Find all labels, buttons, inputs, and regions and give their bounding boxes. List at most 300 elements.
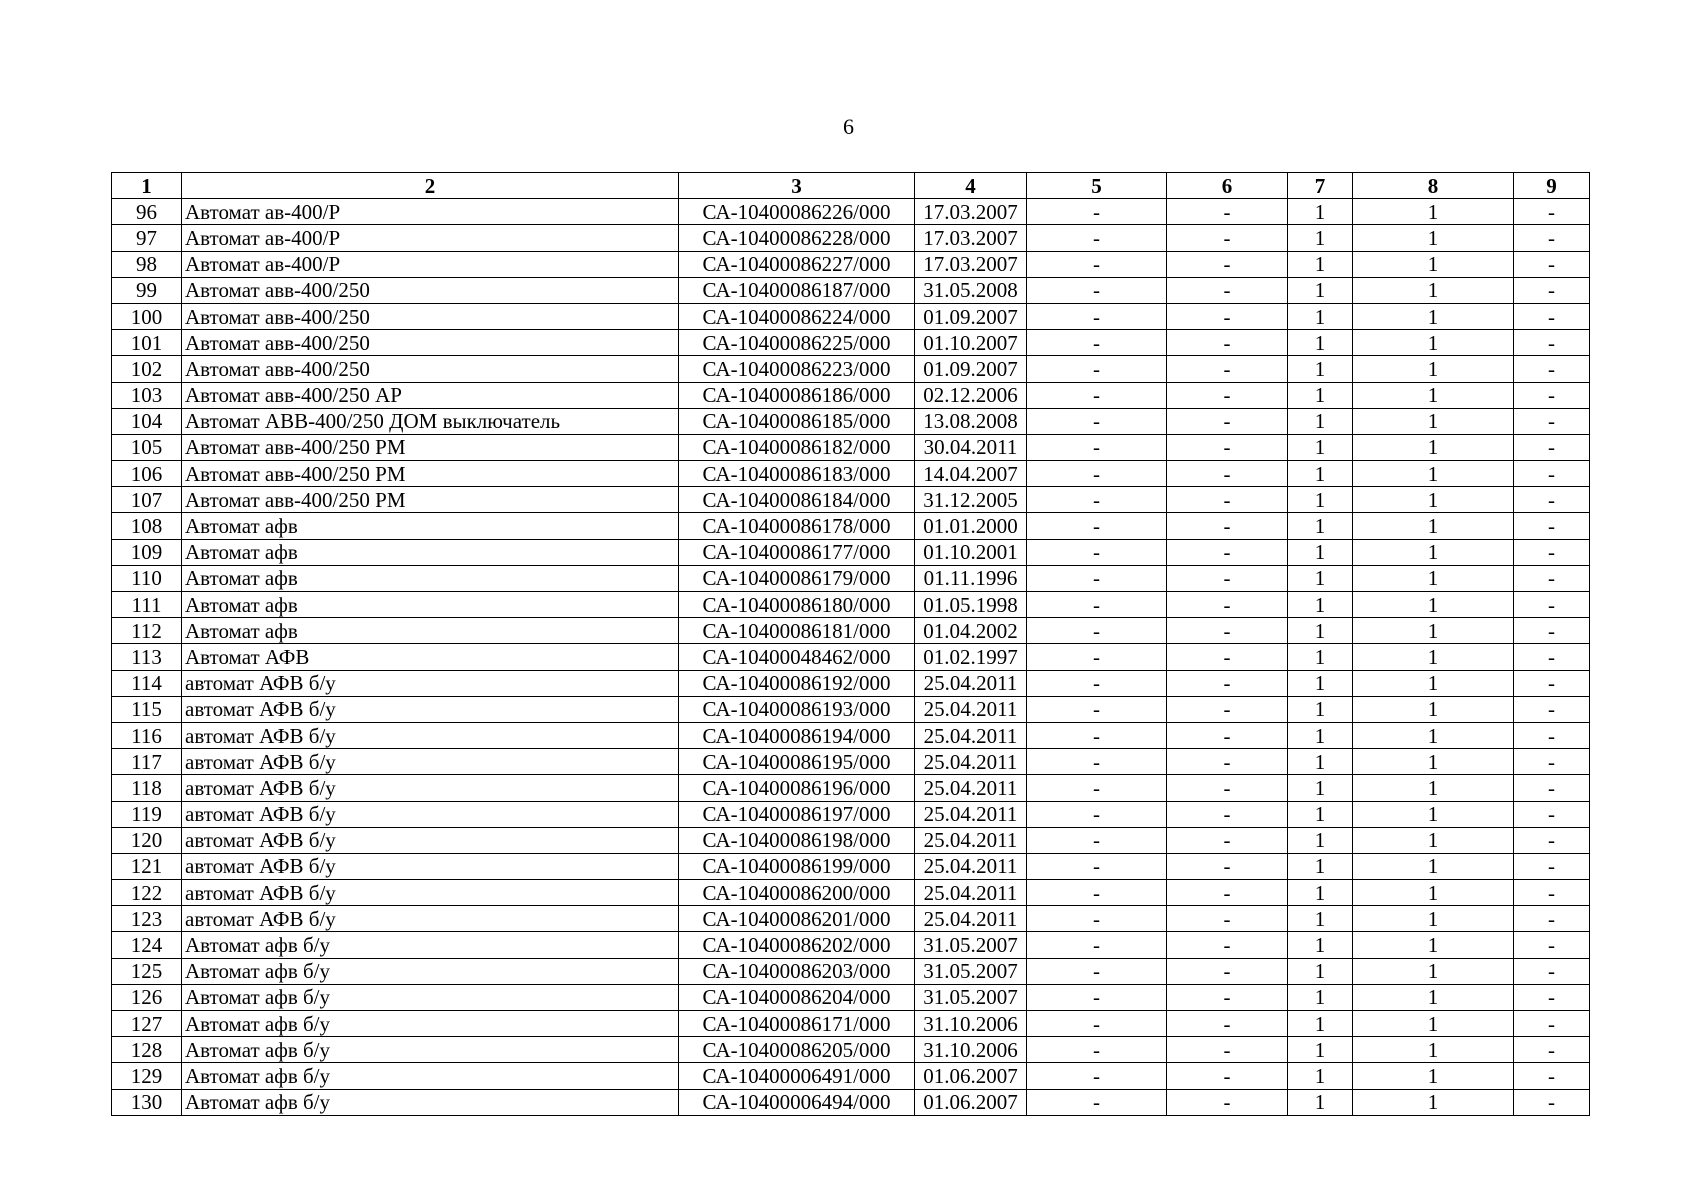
col5-cell: -: [1027, 1037, 1167, 1063]
inventory-table: [111, 172, 1590, 1116]
inventory-code-cell: СА-10400086199/000: [679, 853, 915, 879]
date-cell: 13.08.2008: [915, 408, 1027, 434]
col9-cell: -: [1514, 487, 1590, 513]
row-number-cell: 114: [112, 670, 182, 696]
col6-cell: -: [1167, 853, 1288, 879]
date-cell: 02.12.2006: [915, 382, 1027, 408]
col7-cell: 1: [1288, 1063, 1353, 1089]
col5-cell: -: [1027, 592, 1167, 618]
item-name-cell: Автомат АВВ-400/250 ДОМ выключатель: [182, 408, 679, 434]
inventory-code-cell: СА-10400086228/000: [679, 225, 915, 251]
table-row: [112, 644, 1590, 670]
table-row: [112, 1011, 1590, 1037]
date-cell: 30.04.2011: [915, 434, 1027, 460]
item-name-cell: Автомат афв б/у: [182, 1089, 679, 1115]
table-row: [112, 958, 1590, 984]
item-name-cell: Автомат афв б/у: [182, 1037, 679, 1063]
row-number-cell: 108: [112, 513, 182, 539]
col8-cell: 1: [1353, 958, 1514, 984]
table-row: [112, 853, 1590, 879]
col5-cell: -: [1027, 356, 1167, 382]
col9-cell: -: [1514, 434, 1590, 460]
row-number-cell: 98: [112, 251, 182, 277]
col8-cell: 1: [1353, 827, 1514, 853]
table-row: [112, 539, 1590, 565]
col7-cell: 1: [1288, 539, 1353, 565]
col8-cell: 1: [1353, 434, 1514, 460]
column-header: 8: [1353, 173, 1514, 199]
date-cell: 01.04.2002: [915, 618, 1027, 644]
table-row: [112, 434, 1590, 460]
inventory-code-cell: СА-10400086202/000: [679, 932, 915, 958]
col6-cell: -: [1167, 749, 1288, 775]
col5-cell: -: [1027, 434, 1167, 460]
row-number-cell: 129: [112, 1063, 182, 1089]
item-name-cell: автомат АФВ б/у: [182, 775, 679, 801]
date-cell: 01.09.2007: [915, 303, 1027, 329]
item-name-cell: Автомат ав-400/Р: [182, 251, 679, 277]
col9-cell: -: [1514, 644, 1590, 670]
col9-cell: -: [1514, 618, 1590, 644]
row-number-cell: 123: [112, 906, 182, 932]
col5-cell: -: [1027, 932, 1167, 958]
column-header: 9: [1514, 173, 1590, 199]
col7-cell: 1: [1288, 199, 1353, 225]
date-cell: 31.05.2007: [915, 984, 1027, 1010]
col7-cell: 1: [1288, 906, 1353, 932]
item-name-cell: автомат АФВ б/у: [182, 696, 679, 722]
row-number-cell: 110: [112, 565, 182, 591]
col8-cell: 1: [1353, 1037, 1514, 1063]
date-cell: 25.04.2011: [915, 801, 1027, 827]
inventory-code-cell: СА-10400086177/000: [679, 539, 915, 565]
col6-cell: -: [1167, 880, 1288, 906]
col7-cell: 1: [1288, 618, 1353, 644]
date-cell: 31.05.2007: [915, 958, 1027, 984]
col6-cell: -: [1167, 644, 1288, 670]
inventory-code-cell: СА-10400086226/000: [679, 199, 915, 225]
item-name-cell: Автомат афв: [182, 618, 679, 644]
column-header: 2: [182, 173, 679, 199]
inventory-code-cell: СА-10400086197/000: [679, 801, 915, 827]
row-number-cell: 109: [112, 539, 182, 565]
col6-cell: -: [1167, 827, 1288, 853]
col8-cell: 1: [1353, 1063, 1514, 1089]
col9-cell: -: [1514, 199, 1590, 225]
table-row: [112, 461, 1590, 487]
table-row: [112, 722, 1590, 748]
row-number-cell: 124: [112, 932, 182, 958]
table-row: [112, 513, 1590, 539]
date-cell: 25.04.2011: [915, 722, 1027, 748]
col5-cell: -: [1027, 199, 1167, 225]
col6-cell: -: [1167, 801, 1288, 827]
col9-cell: -: [1514, 408, 1590, 434]
row-number-cell: 117: [112, 749, 182, 775]
col5-cell: -: [1027, 644, 1167, 670]
col5-cell: -: [1027, 225, 1167, 251]
date-cell: 01.09.2007: [915, 356, 1027, 382]
date-cell: 01.10.2007: [915, 330, 1027, 356]
table-row: [112, 880, 1590, 906]
col7-cell: 1: [1288, 670, 1353, 696]
row-number-cell: 102: [112, 356, 182, 382]
row-number-cell: 115: [112, 696, 182, 722]
col7-cell: 1: [1288, 696, 1353, 722]
table-row: [112, 827, 1590, 853]
col7-cell: 1: [1288, 1089, 1353, 1115]
table-header-row: [112, 173, 1590, 199]
table-row: [112, 487, 1590, 513]
row-number-cell: 119: [112, 801, 182, 827]
inventory-code-cell: СА-10400086227/000: [679, 251, 915, 277]
inventory-code-cell: СА-10400086200/000: [679, 880, 915, 906]
col7-cell: 1: [1288, 592, 1353, 618]
col5-cell: -: [1027, 513, 1167, 539]
inventory-code-cell: СА-10400006494/000: [679, 1089, 915, 1115]
table-body: [112, 199, 1590, 1116]
col9-cell: -: [1514, 251, 1590, 277]
table-row: [112, 565, 1590, 591]
col7-cell: 1: [1288, 225, 1353, 251]
col5-cell: -: [1027, 827, 1167, 853]
row-number-cell: 106: [112, 461, 182, 487]
col8-cell: 1: [1353, 225, 1514, 251]
column-header: 5: [1027, 173, 1167, 199]
col8-cell: 1: [1353, 749, 1514, 775]
item-name-cell: Автомат афв б/у: [182, 1063, 679, 1089]
col7-cell: 1: [1288, 827, 1353, 853]
table-row: [112, 906, 1590, 932]
col8-cell: 1: [1353, 644, 1514, 670]
row-number-cell: 103: [112, 382, 182, 408]
inventory-code-cell: СА-10400086196/000: [679, 775, 915, 801]
col9-cell: -: [1514, 722, 1590, 748]
inventory-code-cell: СА-10400086224/000: [679, 303, 915, 329]
col8-cell: 1: [1353, 696, 1514, 722]
inventory-code-cell: СА-10400086182/000: [679, 434, 915, 460]
col5-cell: -: [1027, 461, 1167, 487]
col9-cell: -: [1514, 853, 1590, 879]
item-name-cell: автомат АФВ б/у: [182, 749, 679, 775]
row-number-cell: 113: [112, 644, 182, 670]
col8-cell: 1: [1353, 199, 1514, 225]
table-row: [112, 382, 1590, 408]
col6-cell: -: [1167, 1011, 1288, 1037]
table-row: [112, 199, 1590, 225]
col8-cell: 1: [1353, 356, 1514, 382]
col9-cell: -: [1514, 330, 1590, 356]
item-name-cell: Автомат авв-400/250: [182, 356, 679, 382]
table-row: [112, 225, 1590, 251]
col5-cell: -: [1027, 1063, 1167, 1089]
col6-cell: -: [1167, 775, 1288, 801]
col5-cell: -: [1027, 251, 1167, 277]
col9-cell: -: [1514, 225, 1590, 251]
column-header: 3: [679, 173, 915, 199]
col8-cell: 1: [1353, 487, 1514, 513]
inventory-code-cell: СА-10400086186/000: [679, 382, 915, 408]
col9-cell: -: [1514, 303, 1590, 329]
col6-cell: -: [1167, 251, 1288, 277]
row-number-cell: 112: [112, 618, 182, 644]
row-number-cell: 118: [112, 775, 182, 801]
col7-cell: 1: [1288, 801, 1353, 827]
date-cell: 31.10.2006: [915, 1011, 1027, 1037]
table-row: [112, 984, 1590, 1010]
col7-cell: 1: [1288, 853, 1353, 879]
col8-cell: 1: [1353, 801, 1514, 827]
date-cell: 14.04.2007: [915, 461, 1027, 487]
date-cell: 17.03.2007: [915, 225, 1027, 251]
date-cell: 31.10.2006: [915, 1037, 1027, 1063]
col7-cell: 1: [1288, 356, 1353, 382]
inventory-code-cell: СА-10400086223/000: [679, 356, 915, 382]
col6-cell: -: [1167, 696, 1288, 722]
table-row: [112, 356, 1590, 382]
date-cell: 01.06.2007: [915, 1063, 1027, 1089]
col5-cell: -: [1027, 722, 1167, 748]
col8-cell: 1: [1353, 880, 1514, 906]
col7-cell: 1: [1288, 408, 1353, 434]
col8-cell: 1: [1353, 277, 1514, 303]
row-number-cell: 125: [112, 958, 182, 984]
col6-cell: -: [1167, 1063, 1288, 1089]
item-name-cell: Автомат афв б/у: [182, 958, 679, 984]
col5-cell: -: [1027, 382, 1167, 408]
page-number: 6: [843, 114, 854, 139]
col6-cell: -: [1167, 592, 1288, 618]
col7-cell: 1: [1288, 1037, 1353, 1063]
item-name-cell: Автомат афв б/у: [182, 984, 679, 1010]
item-name-cell: автомат АФВ б/у: [182, 880, 679, 906]
col5-cell: -: [1027, 303, 1167, 329]
col6-cell: -: [1167, 670, 1288, 696]
col6-cell: -: [1167, 487, 1288, 513]
item-name-cell: Автомат АФВ: [182, 644, 679, 670]
col9-cell: -: [1514, 670, 1590, 696]
inventory-code-cell: СА-10400086183/000: [679, 461, 915, 487]
col8-cell: 1: [1353, 382, 1514, 408]
date-cell: 31.12.2005: [915, 487, 1027, 513]
col7-cell: 1: [1288, 984, 1353, 1010]
inventory-code-cell: СА-10400086187/000: [679, 277, 915, 303]
date-cell: 25.04.2011: [915, 696, 1027, 722]
inventory-code-cell: СА-10400086171/000: [679, 1011, 915, 1037]
col7-cell: 1: [1288, 565, 1353, 591]
col7-cell: 1: [1288, 382, 1353, 408]
inventory-code-cell: СА-10400086225/000: [679, 330, 915, 356]
inventory-code-cell: СА-10400086180/000: [679, 592, 915, 618]
date-cell: 01.10.2001: [915, 539, 1027, 565]
col9-cell: -: [1514, 932, 1590, 958]
date-cell: 01.11.1996: [915, 565, 1027, 591]
item-name-cell: автомат АФВ б/у: [182, 670, 679, 696]
item-name-cell: Автомат афв б/у: [182, 932, 679, 958]
row-number-cell: 127: [112, 1011, 182, 1037]
item-name-cell: Автомат авв-400/250 РМ: [182, 461, 679, 487]
col5-cell: -: [1027, 853, 1167, 879]
table-row: [112, 592, 1590, 618]
col8-cell: 1: [1353, 539, 1514, 565]
col7-cell: 1: [1288, 775, 1353, 801]
item-name-cell: Автомат авв-400/250: [182, 303, 679, 329]
item-name-cell: Автомат афв: [182, 539, 679, 565]
date-cell: 25.04.2011: [915, 880, 1027, 906]
col6-cell: -: [1167, 225, 1288, 251]
row-number-cell: 99: [112, 277, 182, 303]
inventory-code-cell: СА-10400086181/000: [679, 618, 915, 644]
item-name-cell: Автомат авв-400/250 РМ: [182, 487, 679, 513]
col7-cell: 1: [1288, 461, 1353, 487]
table-row: [112, 670, 1590, 696]
col6-cell: -: [1167, 565, 1288, 591]
row-number-cell: 97: [112, 225, 182, 251]
col6-cell: -: [1167, 382, 1288, 408]
inventory-code-cell: СА-10400086203/000: [679, 958, 915, 984]
inventory-code-cell: СА-10400086205/000: [679, 1037, 915, 1063]
date-cell: 25.04.2011: [915, 827, 1027, 853]
col5-cell: -: [1027, 487, 1167, 513]
col6-cell: -: [1167, 277, 1288, 303]
table-row: [112, 303, 1590, 329]
col8-cell: 1: [1353, 592, 1514, 618]
col9-cell: -: [1514, 382, 1590, 408]
date-cell: 01.02.1997: [915, 644, 1027, 670]
date-cell: 01.05.1998: [915, 592, 1027, 618]
item-name-cell: автомат АФВ б/у: [182, 722, 679, 748]
item-name-cell: автомат АФВ б/у: [182, 827, 679, 853]
col5-cell: -: [1027, 618, 1167, 644]
col7-cell: 1: [1288, 1011, 1353, 1037]
col6-cell: -: [1167, 1037, 1288, 1063]
col9-cell: -: [1514, 592, 1590, 618]
col6-cell: -: [1167, 303, 1288, 329]
col5-cell: -: [1027, 749, 1167, 775]
col6-cell: -: [1167, 722, 1288, 748]
col7-cell: 1: [1288, 958, 1353, 984]
col7-cell: 1: [1288, 330, 1353, 356]
col8-cell: 1: [1353, 775, 1514, 801]
row-number-cell: 128: [112, 1037, 182, 1063]
col8-cell: 1: [1353, 984, 1514, 1010]
row-number-cell: 122: [112, 880, 182, 906]
col6-cell: -: [1167, 461, 1288, 487]
col7-cell: 1: [1288, 932, 1353, 958]
inventory-code-cell: СА-10400086195/000: [679, 749, 915, 775]
row-number-cell: 107: [112, 487, 182, 513]
col5-cell: -: [1027, 565, 1167, 591]
col7-cell: 1: [1288, 487, 1353, 513]
col5-cell: -: [1027, 775, 1167, 801]
col7-cell: 1: [1288, 434, 1353, 460]
inventory-code-cell: СА-10400086204/000: [679, 984, 915, 1010]
col6-cell: -: [1167, 932, 1288, 958]
column-header: 7: [1288, 173, 1353, 199]
col9-cell: -: [1514, 880, 1590, 906]
col7-cell: 1: [1288, 880, 1353, 906]
item-name-cell: Автомат афв: [182, 592, 679, 618]
table-row: [112, 749, 1590, 775]
row-number-cell: 100: [112, 303, 182, 329]
col9-cell: -: [1514, 984, 1590, 1010]
row-number-cell: 111: [112, 592, 182, 618]
inventory-code-cell: СА-10400086198/000: [679, 827, 915, 853]
inventory-code-cell: СА-10400086179/000: [679, 565, 915, 591]
item-name-cell: Автомат авв-400/250: [182, 277, 679, 303]
col7-cell: 1: [1288, 513, 1353, 539]
col9-cell: -: [1514, 1063, 1590, 1089]
col6-cell: -: [1167, 199, 1288, 225]
col9-cell: -: [1514, 827, 1590, 853]
col5-cell: -: [1027, 1089, 1167, 1115]
col5-cell: -: [1027, 906, 1167, 932]
item-name-cell: Автомат авв-400/250: [182, 330, 679, 356]
date-cell: 01.01.2000: [915, 513, 1027, 539]
item-name-cell: Автомат ав-400/Р: [182, 225, 679, 251]
col7-cell: 1: [1288, 277, 1353, 303]
item-name-cell: Автомат афв: [182, 565, 679, 591]
inventory-code-cell: СА-10400086201/000: [679, 906, 915, 932]
col6-cell: -: [1167, 618, 1288, 644]
column-header: 1: [112, 173, 182, 199]
item-name-cell: Автомат ав-400/Р: [182, 199, 679, 225]
col5-cell: -: [1027, 801, 1167, 827]
col9-cell: -: [1514, 749, 1590, 775]
col9-cell: -: [1514, 565, 1590, 591]
table-row: [112, 330, 1590, 356]
col9-cell: -: [1514, 1037, 1590, 1063]
inventory-code-cell: СА-10400086192/000: [679, 670, 915, 696]
col5-cell: -: [1027, 408, 1167, 434]
col8-cell: 1: [1353, 1011, 1514, 1037]
col8-cell: 1: [1353, 618, 1514, 644]
col8-cell: 1: [1353, 565, 1514, 591]
item-name-cell: Автомат авв-400/250 РМ: [182, 434, 679, 460]
col8-cell: 1: [1353, 670, 1514, 696]
col8-cell: 1: [1353, 303, 1514, 329]
col6-cell: -: [1167, 330, 1288, 356]
row-number-cell: 130: [112, 1089, 182, 1115]
table-row: [112, 696, 1590, 722]
col5-cell: -: [1027, 670, 1167, 696]
col9-cell: -: [1514, 775, 1590, 801]
date-cell: 01.06.2007: [915, 1089, 1027, 1115]
date-cell: 25.04.2011: [915, 749, 1027, 775]
row-number-cell: 116: [112, 722, 182, 748]
col9-cell: -: [1514, 801, 1590, 827]
item-name-cell: Автомат афв: [182, 513, 679, 539]
col9-cell: -: [1514, 958, 1590, 984]
inventory-code-cell: СА-10400086178/000: [679, 513, 915, 539]
date-cell: 25.04.2011: [915, 853, 1027, 879]
col5-cell: -: [1027, 880, 1167, 906]
table-row: [112, 251, 1590, 277]
col8-cell: 1: [1353, 932, 1514, 958]
col7-cell: 1: [1288, 303, 1353, 329]
table-row: [112, 1037, 1590, 1063]
col5-cell: -: [1027, 277, 1167, 303]
inventory-code-cell: СА-10400086193/000: [679, 696, 915, 722]
col8-cell: 1: [1353, 853, 1514, 879]
col7-cell: 1: [1288, 644, 1353, 670]
col6-cell: -: [1167, 434, 1288, 460]
col7-cell: 1: [1288, 749, 1353, 775]
col9-cell: -: [1514, 539, 1590, 565]
date-cell: 31.05.2007: [915, 932, 1027, 958]
table-row: [112, 932, 1590, 958]
col6-cell: -: [1167, 984, 1288, 1010]
